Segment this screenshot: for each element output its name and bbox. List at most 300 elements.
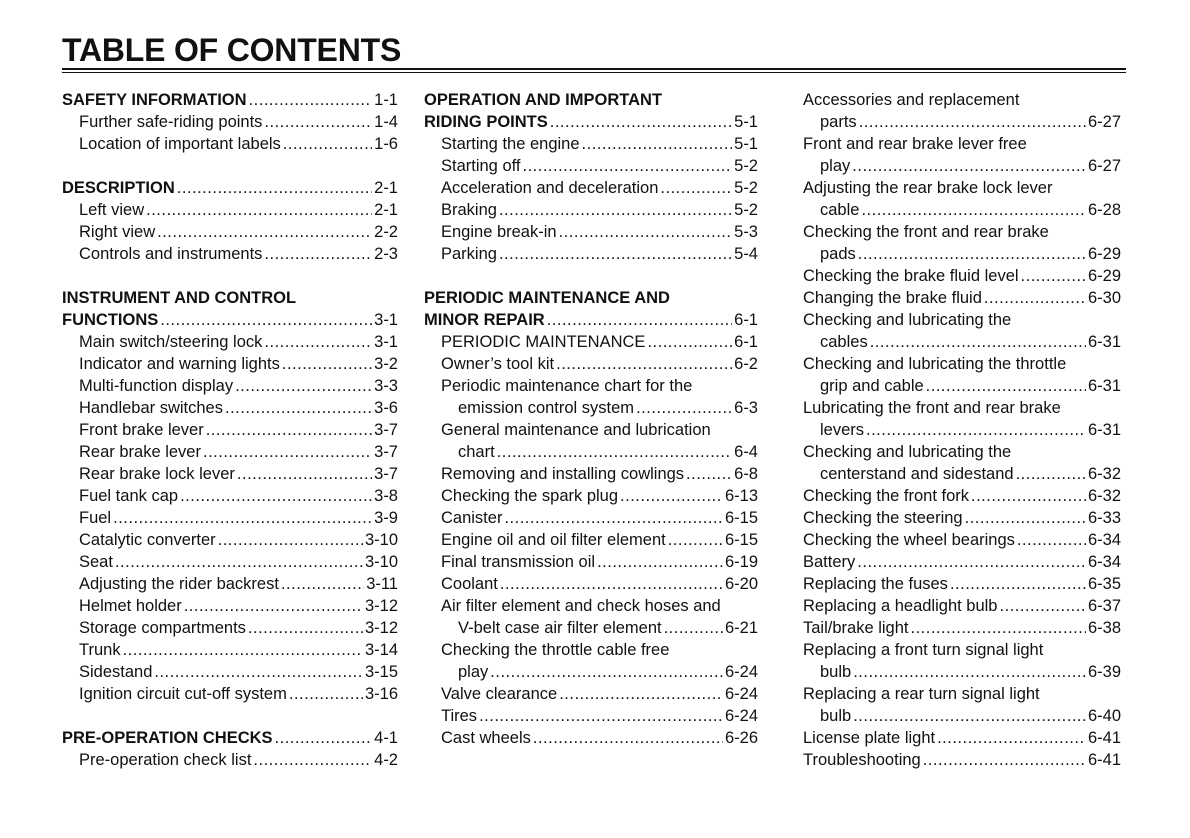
toc-entry[interactable] [424, 529, 758, 551]
toc-entry-title: emission control system [458, 399, 635, 417]
dot-leader [923, 749, 1086, 771]
toc-page-number: 6-35 [1087, 575, 1121, 593]
toc-entry-title: Replacing the fuses [803, 575, 948, 593]
toc-page-number: 2-2 [374, 223, 398, 241]
toc-entry-title: Front and rear brake lever free [803, 135, 1027, 153]
toc-page-number: 3-11 [366, 575, 398, 593]
toc-page-number: 3-1 [374, 311, 398, 329]
dot-leader [620, 485, 723, 507]
dot-leader [1016, 463, 1086, 485]
dot-leader [965, 507, 1086, 529]
dot-leader [249, 89, 373, 111]
toc-entry [424, 419, 758, 441]
toc-entry-title: Canister [441, 509, 503, 527]
toc-entry[interactable] [62, 683, 398, 705]
toc-page-number: 6-28 [1087, 201, 1121, 219]
toc-entry[interactable] [803, 507, 1121, 529]
dot-leader [248, 617, 363, 639]
toc-page-number: 4-2 [374, 751, 398, 769]
toc-entry[interactable] [62, 199, 398, 221]
toc-entry-title: Periodic maintenance chart for the [441, 377, 693, 395]
title-rule-thick [62, 68, 1126, 70]
toc-entry-title: Cast wheels [441, 729, 531, 747]
dot-leader [853, 705, 1086, 727]
toc-page-number: 6-29 [1087, 267, 1121, 285]
dot-leader [253, 749, 372, 771]
toc-entry-title: Trunk [79, 641, 121, 659]
toc-entry-title: Changing the brake fluid [803, 289, 982, 307]
dot-leader [866, 419, 1086, 441]
toc-page-number: 6-1 [734, 333, 758, 351]
toc-entry[interactable] [424, 243, 758, 265]
toc-entry [803, 353, 1121, 375]
toc-entry[interactable] [803, 727, 1121, 749]
toc-entry[interactable] [424, 397, 758, 419]
toc-page-number: 5-2 [734, 157, 758, 175]
toc-entry[interactable] [62, 661, 398, 683]
toc-entry-title: Front brake lever [79, 421, 204, 439]
toc-entry-title: General maintenance and lubrication [441, 421, 711, 439]
page-title: TABLE OF CONTENTS [62, 32, 402, 68]
toc-page-number: 6-27 [1087, 113, 1121, 131]
toc-entry-title: Checking the throttle cable free [441, 641, 670, 659]
toc-entry[interactable] [803, 287, 1121, 309]
toc-entry-title: Fuel tank cap [79, 487, 179, 505]
toc-page-number: 6-38 [1087, 619, 1121, 637]
toc-entry-title: Starting the engine [441, 135, 580, 153]
toc-entry-title: INSTRUMENT AND CONTROL [62, 289, 297, 307]
toc-page-number: 6-33 [1087, 509, 1121, 527]
toc-page-number: 3-12 [364, 597, 398, 615]
dot-leader [984, 287, 1086, 309]
toc-entry-title: cable [820, 201, 860, 219]
toc-page-number: 6-39 [1087, 663, 1121, 681]
dot-leader [937, 727, 1086, 749]
toc-entry-title: Tires [441, 707, 478, 725]
toc-entry[interactable] [803, 265, 1121, 287]
toc-page-number: 2-1 [374, 201, 398, 219]
toc-page-number: 6-2 [734, 355, 758, 373]
dot-leader [647, 331, 732, 353]
toc-page-number: 4-1 [374, 729, 398, 747]
dot-leader [180, 485, 372, 507]
dot-leader [235, 375, 372, 397]
toc-entry [803, 221, 1121, 243]
toc-entry-title: play [820, 157, 851, 175]
toc-entry[interactable] [62, 111, 398, 133]
toc-entry[interactable] [803, 463, 1121, 485]
toc-section-heading[interactable] [62, 727, 398, 749]
dot-leader [926, 375, 1086, 397]
toc-entry-title: V-belt case air filter element [458, 619, 662, 637]
toc-entry-title: Braking [441, 201, 497, 219]
toc-entry-title: play [458, 663, 489, 681]
toc-entry-title: parts [820, 113, 857, 131]
toc-entry[interactable] [803, 661, 1121, 683]
toc-entry [803, 133, 1121, 155]
dot-leader [490, 661, 723, 683]
dot-leader [852, 155, 1086, 177]
toc-entry-title: Air filter element and check hoses and [441, 597, 721, 615]
dot-leader [154, 661, 363, 683]
toc-entry[interactable] [803, 375, 1121, 397]
toc-entry[interactable] [424, 617, 758, 639]
toc-section-heading[interactable] [424, 111, 758, 133]
toc-entry[interactable] [803, 331, 1121, 353]
toc-entry-title: PRE-OPERATION CHECKS [62, 729, 273, 747]
toc-page-number: 6-4 [734, 443, 758, 461]
toc-entry-title: Indicator and warning lights [79, 355, 280, 373]
toc-entry-title: Checking the front fork [803, 487, 969, 505]
toc-entry-title: Fuel [79, 509, 112, 527]
toc-entry[interactable] [62, 331, 398, 353]
toc-entry[interactable] [424, 683, 758, 705]
toc-entry-title: Owner’s tool kit [441, 355, 555, 373]
toc-entry-title: OPERATION AND IMPORTANT [424, 91, 663, 109]
toc-entry[interactable] [424, 177, 758, 199]
toc-entry[interactable] [62, 507, 398, 529]
toc-entry-title: bulb [820, 707, 852, 725]
dot-leader [597, 551, 723, 573]
toc-entry-title: Final transmission oil [441, 553, 596, 571]
toc-entry[interactable] [803, 749, 1121, 771]
toc-entry-title: Pre-operation check list [79, 751, 252, 769]
toc-page-number: 3-2 [374, 355, 398, 373]
dot-leader [281, 573, 364, 595]
toc-entry-title: Location of important labels [79, 135, 281, 153]
toc-entry-title: Lubricating the front and rear brake [803, 399, 1061, 417]
toc-entry[interactable] [424, 221, 758, 243]
toc-entry[interactable] [62, 441, 398, 463]
dot-leader [853, 661, 1086, 683]
toc-page-number: 6-37 [1087, 597, 1121, 615]
toc-entry-title: Rear brake lever [79, 443, 201, 461]
toc-page-number: 3-9 [374, 509, 398, 527]
toc-entry[interactable] [62, 573, 398, 595]
toc-entry-title: Coolant [441, 575, 498, 593]
toc-entry[interactable] [424, 485, 758, 507]
dot-leader [203, 441, 372, 463]
dot-leader [999, 595, 1085, 617]
toc-entry[interactable] [62, 353, 398, 375]
toc-page-number: 6-13 [724, 487, 758, 505]
dot-leader [556, 353, 732, 375]
dot-leader [660, 177, 732, 199]
section-gap [62, 705, 398, 727]
toc-page-number: 6-8 [734, 465, 758, 483]
toc-entry[interactable] [803, 155, 1121, 177]
toc-page-number: 3-1 [374, 333, 398, 351]
toc-page-number: 6-24 [724, 685, 758, 703]
toc-entry-title: Checking and lubricating the throttle [803, 355, 1067, 373]
toc-entry-title: Replacing a rear turn signal light [803, 685, 1040, 703]
toc-entry[interactable] [424, 661, 758, 683]
toc-page-number: 6-1 [734, 311, 758, 329]
toc-entry[interactable] [62, 397, 398, 419]
dot-leader [910, 617, 1085, 639]
toc-entry[interactable] [62, 639, 398, 661]
dot-leader [264, 331, 372, 353]
toc-entry-title: Main switch/steering lock [79, 333, 263, 351]
toc-page-number: 6-15 [724, 531, 758, 549]
toc-page-number: 6-41 [1087, 751, 1121, 769]
toc-page-number: 6-24 [724, 663, 758, 681]
toc-entry [803, 441, 1121, 463]
toc-page-number: 3-10 [364, 531, 398, 549]
toc-entry-title: Checking the steering [803, 509, 963, 527]
toc-column-2 [424, 89, 758, 749]
toc-entry-title: Checking the spark plug [441, 487, 619, 505]
title-rule-thin [62, 72, 1126, 73]
toc-entry[interactable] [803, 419, 1121, 441]
toc-page-number: 6-31 [1087, 421, 1121, 439]
toc-entry [803, 397, 1121, 419]
toc-entry-title: chart [458, 443, 495, 461]
toc-page-number: 3-10 [364, 553, 398, 571]
toc-entry-title: PERIODIC MAINTENANCE AND [424, 289, 670, 307]
toc-page-number: 1-1 [374, 91, 398, 109]
toc-entry [424, 595, 758, 617]
dot-leader [225, 397, 372, 419]
toc-entry[interactable] [424, 551, 758, 573]
toc-entry[interactable] [803, 551, 1121, 573]
toc-entry-title: Ignition circuit cut-off system [79, 685, 287, 703]
toc-entry[interactable] [62, 617, 398, 639]
toc-entry [803, 309, 1121, 331]
dot-leader [500, 573, 723, 595]
toc-page-number: 5-3 [734, 223, 758, 241]
toc-page-number: 2-1 [374, 179, 398, 197]
toc-entry-title: Removing and installing cowlings [441, 465, 685, 483]
toc-entry-title: Engine oil and oil filter element [441, 531, 666, 549]
dot-leader [123, 639, 363, 661]
toc-page-number: 3-3 [374, 377, 398, 395]
toc-page-number: 6-34 [1087, 531, 1121, 549]
toc-page-number: 2-3 [374, 245, 398, 263]
toc-entry-title: Replacing a headlight bulb [803, 597, 998, 615]
dot-leader [184, 595, 363, 617]
dot-leader [858, 243, 1086, 265]
toc-entry-title: Adjusting the rear brake lock lever [803, 179, 1053, 197]
toc-page-number: 6-24 [724, 707, 758, 725]
toc-entry-title: Adjusting the rider backrest [79, 575, 279, 593]
toc-entry[interactable] [62, 133, 398, 155]
toc-page-number: 3-7 [374, 421, 398, 439]
toc-page-number: 3-6 [374, 399, 398, 417]
toc-entry-title: RIDING POINTS [424, 113, 548, 131]
toc-entry-title: Handlebar switches [79, 399, 223, 417]
toc-page-number: 3-8 [374, 487, 398, 505]
section-gap [62, 265, 398, 287]
toc-entry [803, 89, 1121, 111]
toc-page-number: 5-2 [734, 179, 758, 197]
toc-entry[interactable] [803, 111, 1121, 133]
dot-leader [870, 331, 1086, 353]
toc-entry-title: levers [820, 421, 865, 439]
toc-entry [424, 375, 758, 397]
toc-entry[interactable] [62, 595, 398, 617]
toc-entry-title: Controls and instruments [79, 245, 263, 263]
dot-leader [237, 463, 372, 485]
toc-page-number: 6-20 [724, 575, 758, 593]
toc-entry-title: Battery [803, 553, 856, 571]
toc-page-number: 6-27 [1087, 157, 1121, 175]
dot-leader [664, 617, 723, 639]
toc-section-heading[interactable] [62, 89, 398, 111]
dot-leader [160, 309, 372, 331]
toc-entry-title: Right view [79, 223, 156, 241]
toc-entry-title: Further safe-riding points [79, 113, 263, 131]
toc-entry [803, 177, 1121, 199]
toc-entry[interactable] [424, 155, 758, 177]
toc-entry[interactable] [424, 727, 758, 749]
dot-leader [857, 551, 1086, 573]
toc-page-number: 5-2 [734, 201, 758, 219]
toc-entry[interactable] [803, 199, 1121, 221]
toc-entry-title: Catalytic converter [79, 531, 216, 549]
toc-entry-title: Seat [79, 553, 113, 571]
toc-page-number: 6-40 [1087, 707, 1121, 725]
toc-page-number: 6-34 [1087, 553, 1121, 571]
section-gap [424, 265, 758, 287]
dot-leader [861, 199, 1086, 221]
dot-leader [499, 243, 732, 265]
toc-section-heading [424, 89, 758, 111]
toc-entry[interactable] [62, 551, 398, 573]
toc-page-number: 5-4 [734, 245, 758, 263]
dot-leader [1017, 529, 1086, 551]
toc-page-number: 6-29 [1087, 245, 1121, 263]
toc-entry[interactable] [62, 529, 398, 551]
toc-page-number: 3-12 [364, 619, 398, 637]
toc-entry-title: Rear brake lock lever [79, 465, 235, 483]
dot-leader [283, 133, 372, 155]
toc-entry-title: Troubleshooting [803, 751, 921, 769]
toc-page-number: 6-26 [724, 729, 758, 747]
toc-entry[interactable] [62, 419, 398, 441]
toc-entry-title: MINOR REPAIR [424, 311, 545, 329]
toc-entry[interactable] [62, 375, 398, 397]
dot-leader [206, 419, 372, 441]
dot-leader [1021, 265, 1086, 287]
toc-entry-title: FUNCTIONS [62, 311, 159, 329]
toc-entry-title: Multi-function display [79, 377, 234, 395]
dot-leader [282, 353, 372, 375]
toc-entry[interactable] [62, 463, 398, 485]
toc-column-1 [62, 89, 398, 771]
toc-entry-title: Left view [79, 201, 145, 219]
toc-entry-title: License plate light [803, 729, 936, 747]
dot-leader [497, 441, 732, 463]
dot-leader [582, 133, 733, 155]
toc-entry[interactable] [424, 441, 758, 463]
toc-entry[interactable] [62, 749, 398, 771]
toc-page-number: 6-41 [1087, 729, 1121, 747]
toc-entry[interactable] [803, 617, 1121, 639]
toc-page-number: 6-15 [724, 509, 758, 527]
toc-entry-title: Checking the front and rear brake [803, 223, 1049, 241]
dot-leader [559, 683, 723, 705]
toc-page-number: 6-31 [1087, 333, 1121, 351]
toc-entry[interactable] [424, 507, 758, 529]
toc-column-3 [803, 89, 1121, 771]
dot-leader [115, 551, 363, 573]
toc-section-heading[interactable] [62, 177, 398, 199]
dot-leader [547, 309, 732, 331]
toc-entry[interactable] [424, 353, 758, 375]
toc-section-heading [62, 287, 398, 309]
toc-page-number: 3-15 [364, 663, 398, 681]
toc-entry [803, 683, 1121, 705]
toc-page-number: 1-6 [374, 135, 398, 153]
toc-entry[interactable] [62, 221, 398, 243]
toc-entry-title: Replacing a front turn signal light [803, 641, 1044, 659]
toc-page-number: 6-3 [734, 399, 758, 417]
toc-page-number: 5-1 [734, 113, 758, 131]
toc-entry[interactable] [803, 485, 1121, 507]
toc-entry[interactable] [62, 485, 398, 507]
dot-leader [504, 507, 723, 529]
toc-page-number: 3-16 [364, 685, 398, 703]
toc-entry [803, 639, 1121, 661]
toc-entry-title: Valve clearance [441, 685, 558, 703]
dot-leader [686, 463, 732, 485]
toc-entry[interactable] [424, 331, 758, 353]
toc-page-number: 6-31 [1087, 377, 1121, 395]
dot-leader [971, 485, 1086, 507]
toc-entry-title: grip and cable [820, 377, 924, 395]
toc-entry[interactable] [424, 199, 758, 221]
toc-entry-title: Checking the brake fluid level [803, 267, 1019, 285]
toc-entry[interactable] [803, 595, 1121, 617]
toc-entry-title: Tail/brake light [803, 619, 909, 637]
toc-entry[interactable] [424, 705, 758, 727]
section-gap [62, 155, 398, 177]
dot-leader [177, 177, 372, 199]
dot-leader [559, 221, 733, 243]
toc-entry-title: Checking and lubricating the [803, 443, 1012, 461]
toc-entry[interactable] [803, 529, 1121, 551]
toc-section-heading[interactable] [424, 309, 758, 331]
toc-page-number: 3-14 [364, 641, 398, 659]
dot-leader [523, 155, 733, 177]
toc-entry-title: Accessories and replacement [803, 91, 1020, 109]
toc-page-number: 1-4 [374, 113, 398, 131]
toc-entry-title: SAFETY INFORMATION [62, 91, 247, 109]
toc-entry-title: cables [820, 333, 868, 351]
toc-section-heading [424, 287, 758, 309]
toc-entry[interactable] [62, 243, 398, 265]
toc-entry-title: pads [820, 245, 856, 263]
toc-section-heading[interactable] [62, 309, 398, 331]
dot-leader [264, 243, 372, 265]
toc-entry[interactable] [803, 705, 1121, 727]
toc-entry-title: Engine break-in [441, 223, 557, 241]
toc-entry-title: centerstand and sidestand [820, 465, 1014, 483]
toc-entry-title: DESCRIPTION [62, 179, 175, 197]
toc-entry[interactable] [803, 243, 1121, 265]
toc-entry[interactable] [424, 133, 758, 155]
toc-entry[interactable] [424, 573, 758, 595]
toc-entry[interactable] [424, 463, 758, 485]
toc-entry-title: bulb [820, 663, 852, 681]
dot-leader [264, 111, 372, 133]
toc-entry-title: Acceleration and deceleration [441, 179, 659, 197]
dot-leader [859, 111, 1086, 133]
dot-leader [218, 529, 363, 551]
toc-entry-title: Checking the wheel bearings [803, 531, 1015, 549]
toc-entry[interactable] [803, 573, 1121, 595]
